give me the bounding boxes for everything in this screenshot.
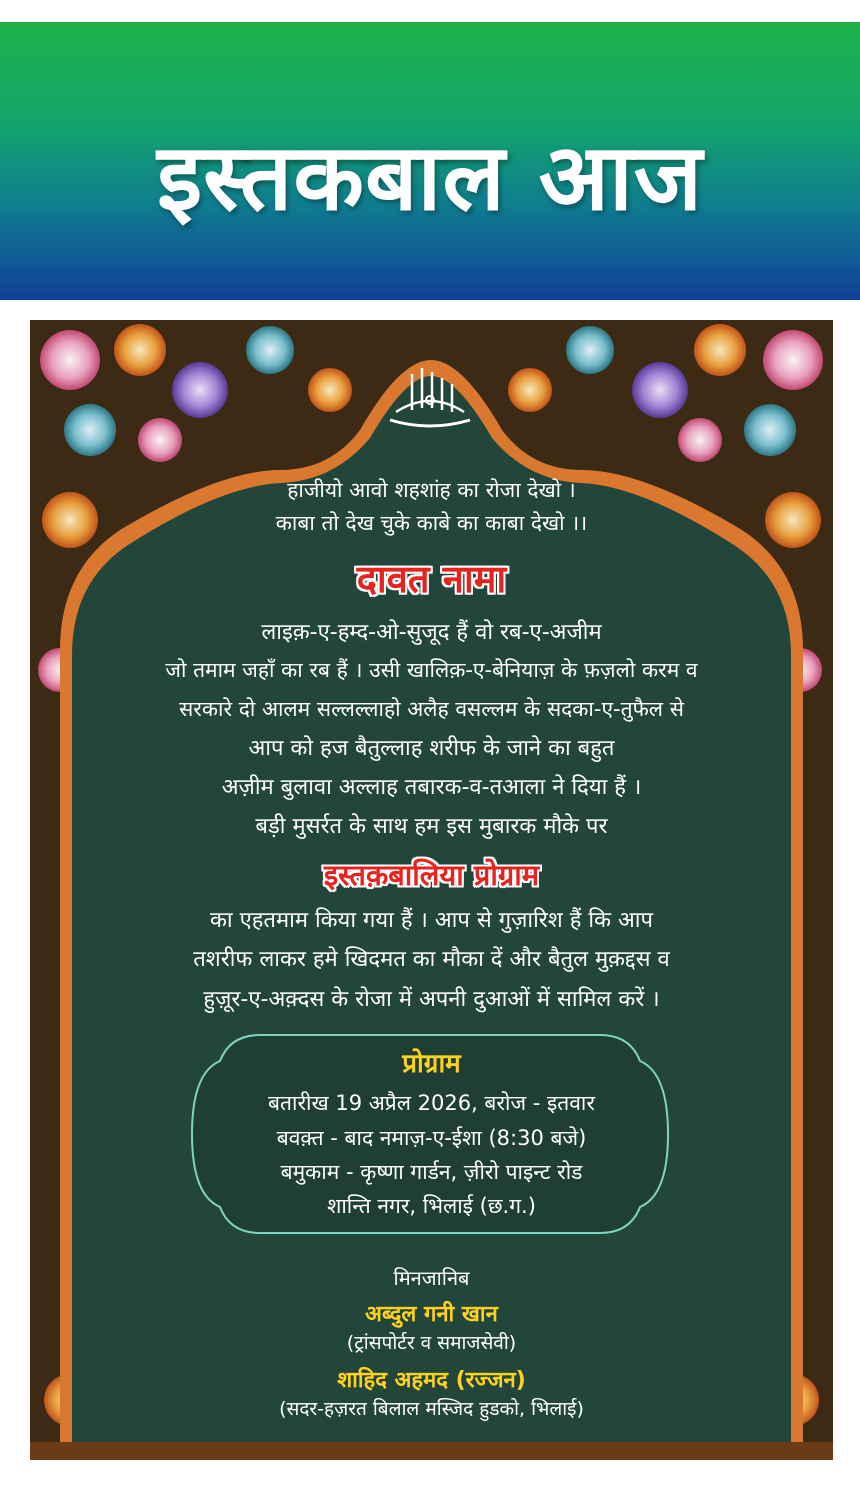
banner-title: इस्तकबाल आज	[156, 124, 704, 231]
body-line: तशरीफ लाकर हमे खिदमत का मौका दें और बैतुल मुक़द्दस व	[193, 947, 670, 972]
program-city: शान्ति नगर, भिलाई (छ.ग.)	[327, 1194, 536, 1218]
host-role-1: (ट्रांसपोर्टर व समाजसेवी)	[346, 1332, 517, 1354]
host-role-2: (सदर-हज़रत बिलाल मस्जिद हुडको, भिलाई)	[279, 1398, 584, 1420]
host-name-2: शाहिद अहमद (रज्जन)	[337, 1368, 526, 1393]
bismillah-calligraphy-icon	[382, 360, 478, 436]
body-line: का एहतमाम किया गया हैं । आप से गुज़ारिश हैं कि आप	[209, 908, 653, 933]
couplet-line-2: काबा तो देख चुके काबे का काबा देखो ।।	[275, 511, 588, 535]
header-banner	[0, 22, 860, 300]
program-date: बतारीख 19 अप्रैल 2026, बरोज - इतवार	[268, 1091, 595, 1115]
body-line: हुज़ूर-ए-अक़्दस के रोजा में अपनी दुआओं में सामिल करें ।	[203, 987, 660, 1012]
program-venue: बमुकाम - कृष्णा गार्डन, ज़ीरो पाइन्ट रोड	[280, 1160, 583, 1184]
body-line: जो तमाम जहाँ का रब हैं । उसी खालिक़-ए-बेनियाज़ के फ़ज़लो करम व	[165, 658, 698, 682]
program-subheading: इस्तक़बालिया प्रोग्राम	[323, 858, 540, 892]
body-line: अज़ीम बुलावा अल्लाह तबारक-व-तआला ने दिया हैं ।	[221, 775, 642, 800]
from-label: मिनजानिब	[393, 1266, 470, 1290]
invitation-heading: दावत नामा	[356, 556, 507, 601]
body-line: लाइक़-ए-हम्द-ओ-सुजूद हैं वो रब-ए-अजीम	[261, 620, 602, 645]
invitation-card	[30, 320, 833, 1460]
body-line: बड़ी मुसर्रत के साथ हम इस मुबारक मौके पर	[255, 814, 608, 839]
program-title: प्रोग्राम	[402, 1049, 461, 1079]
body-line: आप को हज बैतुल्लाह शरीफ के जाने का बहुत	[248, 736, 615, 761]
couplet-line-1: हाजीयो आवो शहशांह का रोजा देखो ।	[287, 478, 576, 502]
host-name-1: अब्दुल गनी खान	[365, 1302, 498, 1327]
body-line: सरकारे दो आलम सल्लल्लाहो अलैह वसल्लम के सदका-ए-तुफैल से	[179, 697, 684, 721]
program-time: बवक़्त - बाद नमाज़-ए-ईशा (8:30 बजे)	[276, 1126, 587, 1150]
